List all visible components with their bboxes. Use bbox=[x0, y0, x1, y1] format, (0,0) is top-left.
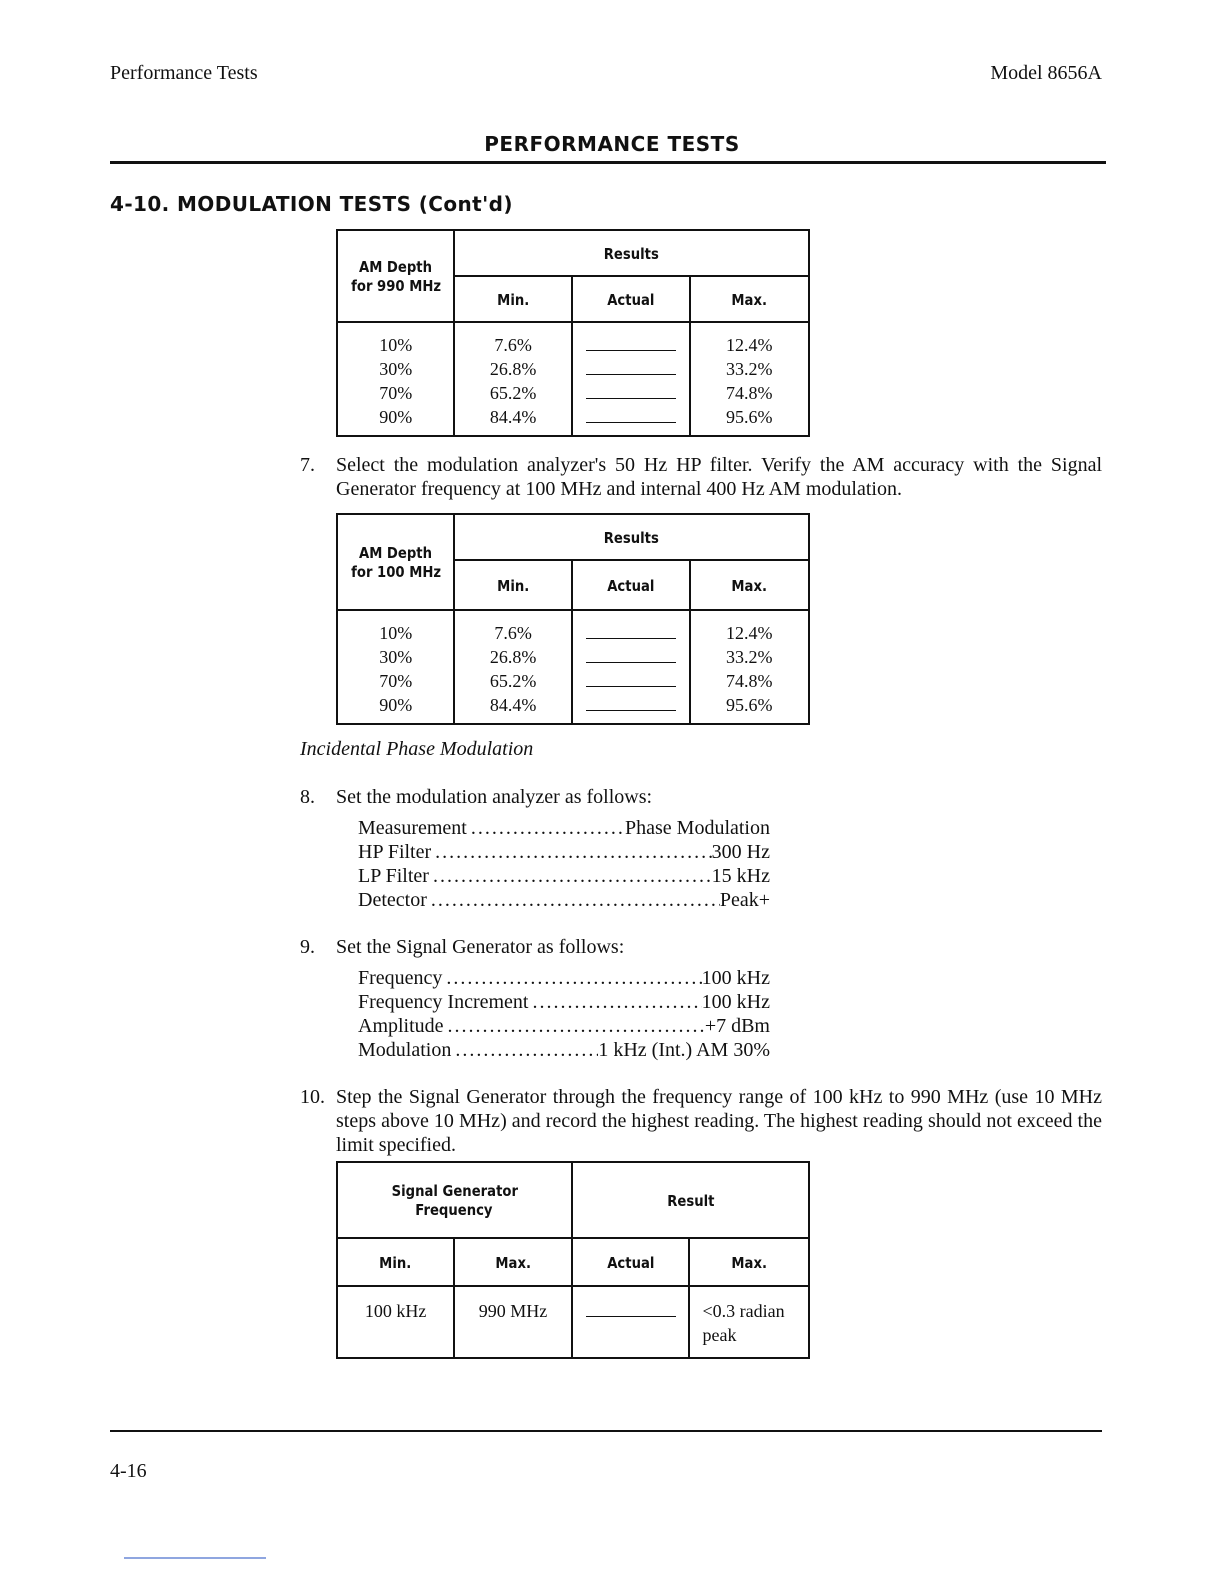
table-header-results: Results bbox=[454, 514, 809, 560]
step-8-settings bbox=[358, 816, 770, 912]
table-header-actual: Actual bbox=[572, 276, 690, 322]
table-header-results: Results bbox=[454, 230, 809, 276]
table-cell-limit: <0.3 radian peak bbox=[689, 1286, 809, 1358]
actual-entry-blanks bbox=[572, 610, 690, 724]
am-depth-table-990 bbox=[336, 229, 810, 437]
setting-row: Frequency Increment ..... 100 kHz bbox=[358, 990, 770, 1014]
table-cell-min: 100 kHz bbox=[337, 1286, 454, 1358]
am-depth-table-100 bbox=[336, 513, 810, 725]
table-header-sg-frequency: Signal Generator Frequency bbox=[337, 1162, 572, 1238]
scan-artifact-line bbox=[124, 1557, 266, 1559]
setting-row: HP Filter ..... 300 Hz bbox=[358, 840, 770, 864]
table-header-result: Result bbox=[572, 1162, 809, 1238]
setting-row: LP Filter ..... 15 kHz bbox=[358, 864, 770, 888]
footer-rule bbox=[110, 1430, 1102, 1432]
table-row: 10% 30% 70% 90% bbox=[337, 610, 454, 724]
setting-row: Measurement ..... Phase Modulation bbox=[358, 816, 770, 840]
running-header-left: Performance Tests bbox=[110, 62, 258, 84]
table-row: 12.4% 33.2% 74.8% 95.6% bbox=[690, 610, 809, 724]
section-title: PERFORMANCE TESTS bbox=[484, 132, 740, 156]
table-header-min: Min. bbox=[454, 560, 571, 610]
table-header-max: Max. bbox=[690, 560, 809, 610]
actual-entry-blanks bbox=[572, 322, 690, 436]
table-header-min: Min. bbox=[337, 1238, 454, 1286]
setting-row: Frequency ..... 100 kHz bbox=[358, 966, 770, 990]
table-header-am-depth: AM Depth for 100 MHz bbox=[337, 514, 454, 610]
setting-row: Modulation ..... 1 kHz (Int.) AM 30% bbox=[358, 1038, 770, 1062]
subsection-title: 4-10. MODULATION TESTS (Cont'd) bbox=[110, 192, 513, 216]
setting-row: Amplitude ..... +7 dBm bbox=[358, 1014, 770, 1038]
incidental-phase-table bbox=[336, 1161, 810, 1359]
table-header-max: Max. bbox=[454, 1238, 571, 1286]
table-header-actual: Actual bbox=[572, 1238, 690, 1286]
page-number: 4-16 bbox=[110, 1460, 147, 1482]
table-row: 7.6% 26.8% 65.2% 84.4% bbox=[454, 322, 571, 436]
table-row: 12.4% 33.2% 74.8% 95.6% bbox=[690, 322, 809, 436]
table-row: 10% 30% 70% 90% bbox=[337, 322, 454, 436]
table-header-limit: Max. bbox=[689, 1238, 809, 1286]
table-header-max: Max. bbox=[690, 276, 809, 322]
actual-entry-blank bbox=[572, 1286, 690, 1358]
running-header-right: Model 8656A bbox=[990, 62, 1102, 84]
incidental-phase-heading: Incidental Phase Modulation bbox=[300, 738, 534, 760]
table-header-min: Min. bbox=[454, 276, 571, 322]
setting-row: Detector ..... Peak+ bbox=[358, 888, 770, 912]
table-cell-max: 990 MHz bbox=[454, 1286, 571, 1358]
table-header-actual: Actual bbox=[572, 560, 690, 610]
table-header-am-depth: AM Depth for 990 MHz bbox=[337, 230, 454, 322]
table-row: 7.6% 26.8% 65.2% 84.4% bbox=[454, 610, 571, 724]
header-rule bbox=[110, 161, 1106, 164]
step-9-settings bbox=[358, 966, 770, 1062]
